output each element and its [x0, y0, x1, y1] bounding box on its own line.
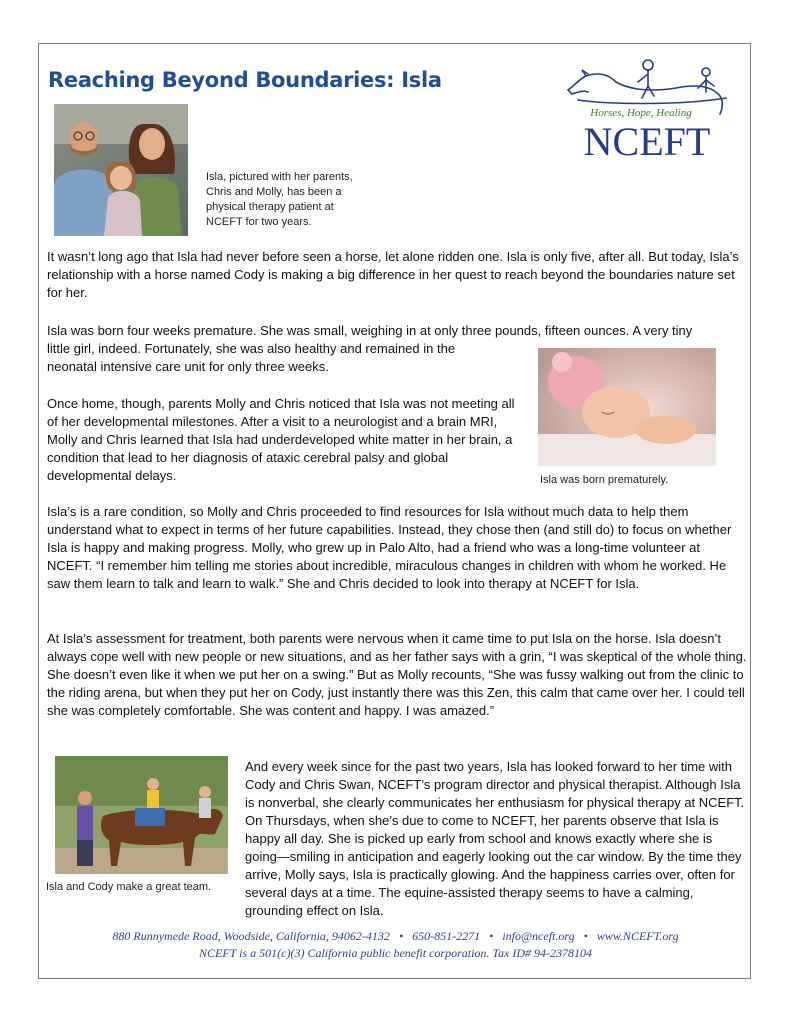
caption-line: Isla, pictured with her parents, [206, 171, 353, 183]
logo-wordmark: NCEFT [583, 119, 711, 164]
horse-photo [55, 756, 228, 874]
paragraph-premature-line1: Isla was born four weeks premature. She was small, weighing in at only three pounds, fifteen ounces. A very tiny [47, 323, 693, 338]
caption-line: Chris and Molly, has been a [206, 186, 342, 198]
paragraph-premature: little girl, indeed. Fortunately, she was also healthy and remained in the neonatal intensive care unit for only three weeks. [47, 341, 456, 374]
page-title: Reaching Beyond Boundaries: Isla [48, 68, 442, 92]
footer-address: 880 Runnymede Road, Woodside, California, 94062-4132 [112, 929, 390, 943]
paragraph-assessment: At Isla’s assessment for treatment, both parents were nervous when it came time to put Isla on the horse. Isla doesn’t always cope well with new people or new situations, and as her father says with a grin, “I was skeptical of the whole thing. She doesn’t even like it when we put her on a swing.” But as Molly recounts, “She was fussy walking out from the clinic to the riding arena, but when they put her on Cody, just instantly there was this Zen, this calm that came over her. I could tell she was completely comfortable. She was content and happy. I was amazed.” [47, 631, 747, 718]
caption-line: physical therapy patient at [206, 201, 334, 213]
footer-phone: 650-851-2271 [412, 929, 481, 943]
footer-separator: • [398, 929, 404, 943]
paragraph-intro: It wasn’t long ago that Isla had never before seen a horse, let alone ridden one. Isla is only five, after all. But today, Isla’s relationship with a horse named Cody is making a big difference in her quest to reach beyond the boundaries nature set for her. [47, 249, 739, 300]
logo-tagline: Horses, Hope, Healing [590, 107, 692, 119]
paragraph-resources: Isla’s is a rare condition, so Molly and Chris proceeded to find resources for Isla without much data to help them understand what to expect in terms of her future capabilities. Instead, they chose then (and still do) to focus on whether Isla is happy and making progress. Molly, who grew up in Palo Alto, had a friend who was a long-time volunteer at NCEFT. “I remember him telling me stories about incredible, miraculous changes in children with whom he worked. He saw them learn to talk and learn to walk.” She and Chris decided to look into therapy at NCEFT for Isla. [47, 504, 732, 591]
baby-photo [538, 348, 716, 466]
footer-separator: • [489, 929, 494, 943]
caption-line: NCEFT for two years. [206, 216, 312, 228]
paragraph-every-week: And every week since for the past two years, Isla has looked forward to her time with Cody and Chris Swan, NCEFT’s program director and physical therapist. Although Isla is nonverbal, she clearly communicates her enthusiasm for physical therapy at NCEFT. On Thursdays, when she’s due to come to NCEFT, her parents observe that Isla is happy all day. She is picked up early from school and knows exactly where she is going—smiling in anticipation and eagerly looking out the car window. By the time they arrive, Molly says, Isla is practically glowing. And the happiness carries over, often for several days at a time. The equine-assisted therapy seems to have a calming, grounding effect on Isla. [245, 759, 745, 918]
footer-separator: • [583, 929, 588, 943]
baby-photo-caption: Isla was born prematurely. [540, 474, 669, 486]
horse-photo-caption: Isla and Cody make a great team. [46, 881, 212, 893]
family-photo [54, 104, 188, 236]
footer-email[interactable]: info@nceft.org [502, 929, 575, 943]
footer-contact [40, 929, 751, 944]
footer-website[interactable]: www.NCEFT.org [596, 929, 679, 943]
paragraph-diagnosis: Once home, though, parents Molly and Chris noticed that Isla was not meeting all of her developmental milestones. After a visit to a neurologist and a brain MRI, Molly and Chris learned that Isla had underdeveloped white matter in her brain, a condition that lead to her diagnosis of ataxic cerebral palsy and global developmental delays. [47, 396, 515, 483]
footer-nonprofit-statement: NCEFT is a 501(c)(3) California public benefit corporation. Tax ID# 94-2378104 [199, 946, 592, 960]
family-photo-caption [206, 170, 376, 230]
